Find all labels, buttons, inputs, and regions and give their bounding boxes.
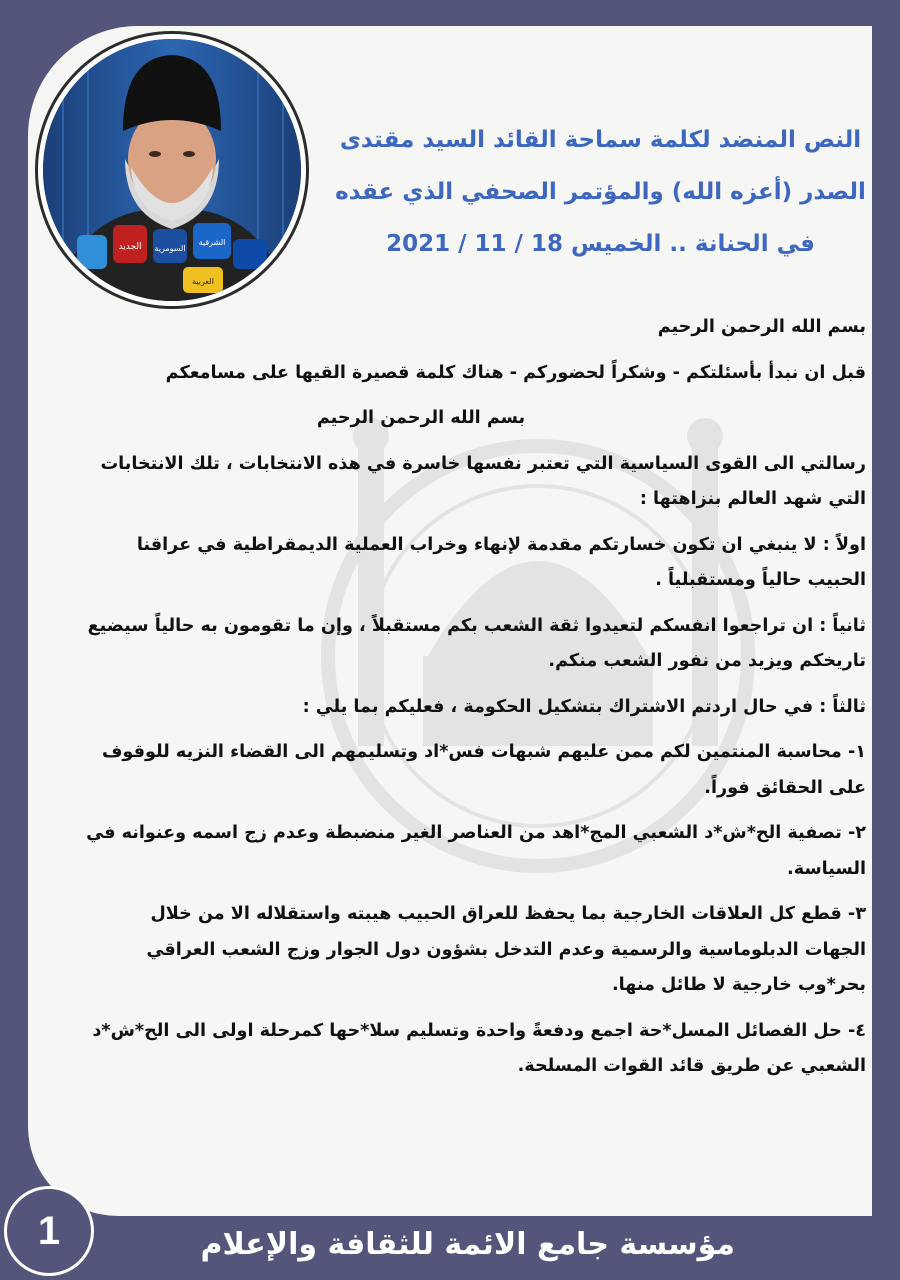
point-third: ثالثاً : في حال اردتم الاشتراك بتشكيل الحكومة ، فعليكم بما يلي : [302,696,866,717]
document-title [328,114,872,270]
basmala-centered: بسم الله الرحمن الرحيم [316,408,526,428]
item-2: ٢- تصفية الح*ش*د الشعبي المج*اهد من العناصر الغير منضبطة وعدم زج اسمه وعنوانه في السياسة. [86,823,866,879]
badge-sumaria: السومرية [154,244,186,253]
badge-arabiya: العربية [192,277,214,286]
title-line-2: الصدر (أعزه الله) والمؤتمر الصحفي الذي عقده [335,179,866,205]
item-4: ٤- حل الفصائل المسل*حة اجمع ودفعةً واحدة وتسليم سلا*حها كمرحلة اولى الى الح*ش*د الشعبي عن طريق قائد القوات المسلحة. [92,1020,866,1076]
point-first: اولاً : لا ينبغي ان تكون خسارتكم مقدمة لإنهاء وخراب العملية الديمقراطية في عراقنا الحبيب حالياً ومستقبلياً . [136,534,866,590]
page-card [28,26,872,1216]
title-line-3: في الحنانة .. الخميس 18 / 11 / 2021 [386,231,815,257]
speaker-portrait [38,34,306,306]
badge-aljadeed: الجديد [118,242,142,252]
speaker-image [43,39,301,301]
item-1: ١- محاسبة المنتمين لكم ممن عليهم شبهات فس*اد وتسليمهم الى القضاء النزيه للوقوف على الحقائق فوراً. [101,742,866,798]
page-number: 1 [4,1186,94,1276]
title-line-1: النص المنضد لكلمة سماحة القائد السيد مقتدى [339,127,862,153]
footer-organization: مؤسسة جامع الائمة للثقافة والإعلام [200,1227,735,1262]
message-paragraph: رسالتي الى القوى السياسية التي تعتبر نفسها خاسرة في هذه الانتخابات ، تلك الانتخابات التي شهد العالم بنزاهتها : [100,453,866,509]
badge-sharqiya: الشرقية [198,238,226,247]
document-body [86,310,866,1095]
intro-paragraph: قبل ان نبدأ بأسئلتكم - وشكراً لحضوركم - هناك كلمة قصيرة القيها على مسامعكم [165,362,866,383]
item-3: ٣- قطع كل العلاقات الخارجية بما يحفظ للعراق الحبيب هيبته واستقلاله الا من خلال الجهات الدبلوماسية والرسمية وعدم التدخل بشؤون دول الجوار وزج الشعب العراقي بحر*وب خارجية لا طائل منها. [146,904,866,995]
point-second: ثانياً : ان تراجعوا انفسكم لتعيدوا ثقة الشعب بكم مستقبلاً ، وإن ما تقومون به حالياً سيضيع تاريخكم ويزيد من نفور الشعب منكم. [87,615,866,671]
basmala: بسم الله الرحمن الرحيم [657,317,866,337]
